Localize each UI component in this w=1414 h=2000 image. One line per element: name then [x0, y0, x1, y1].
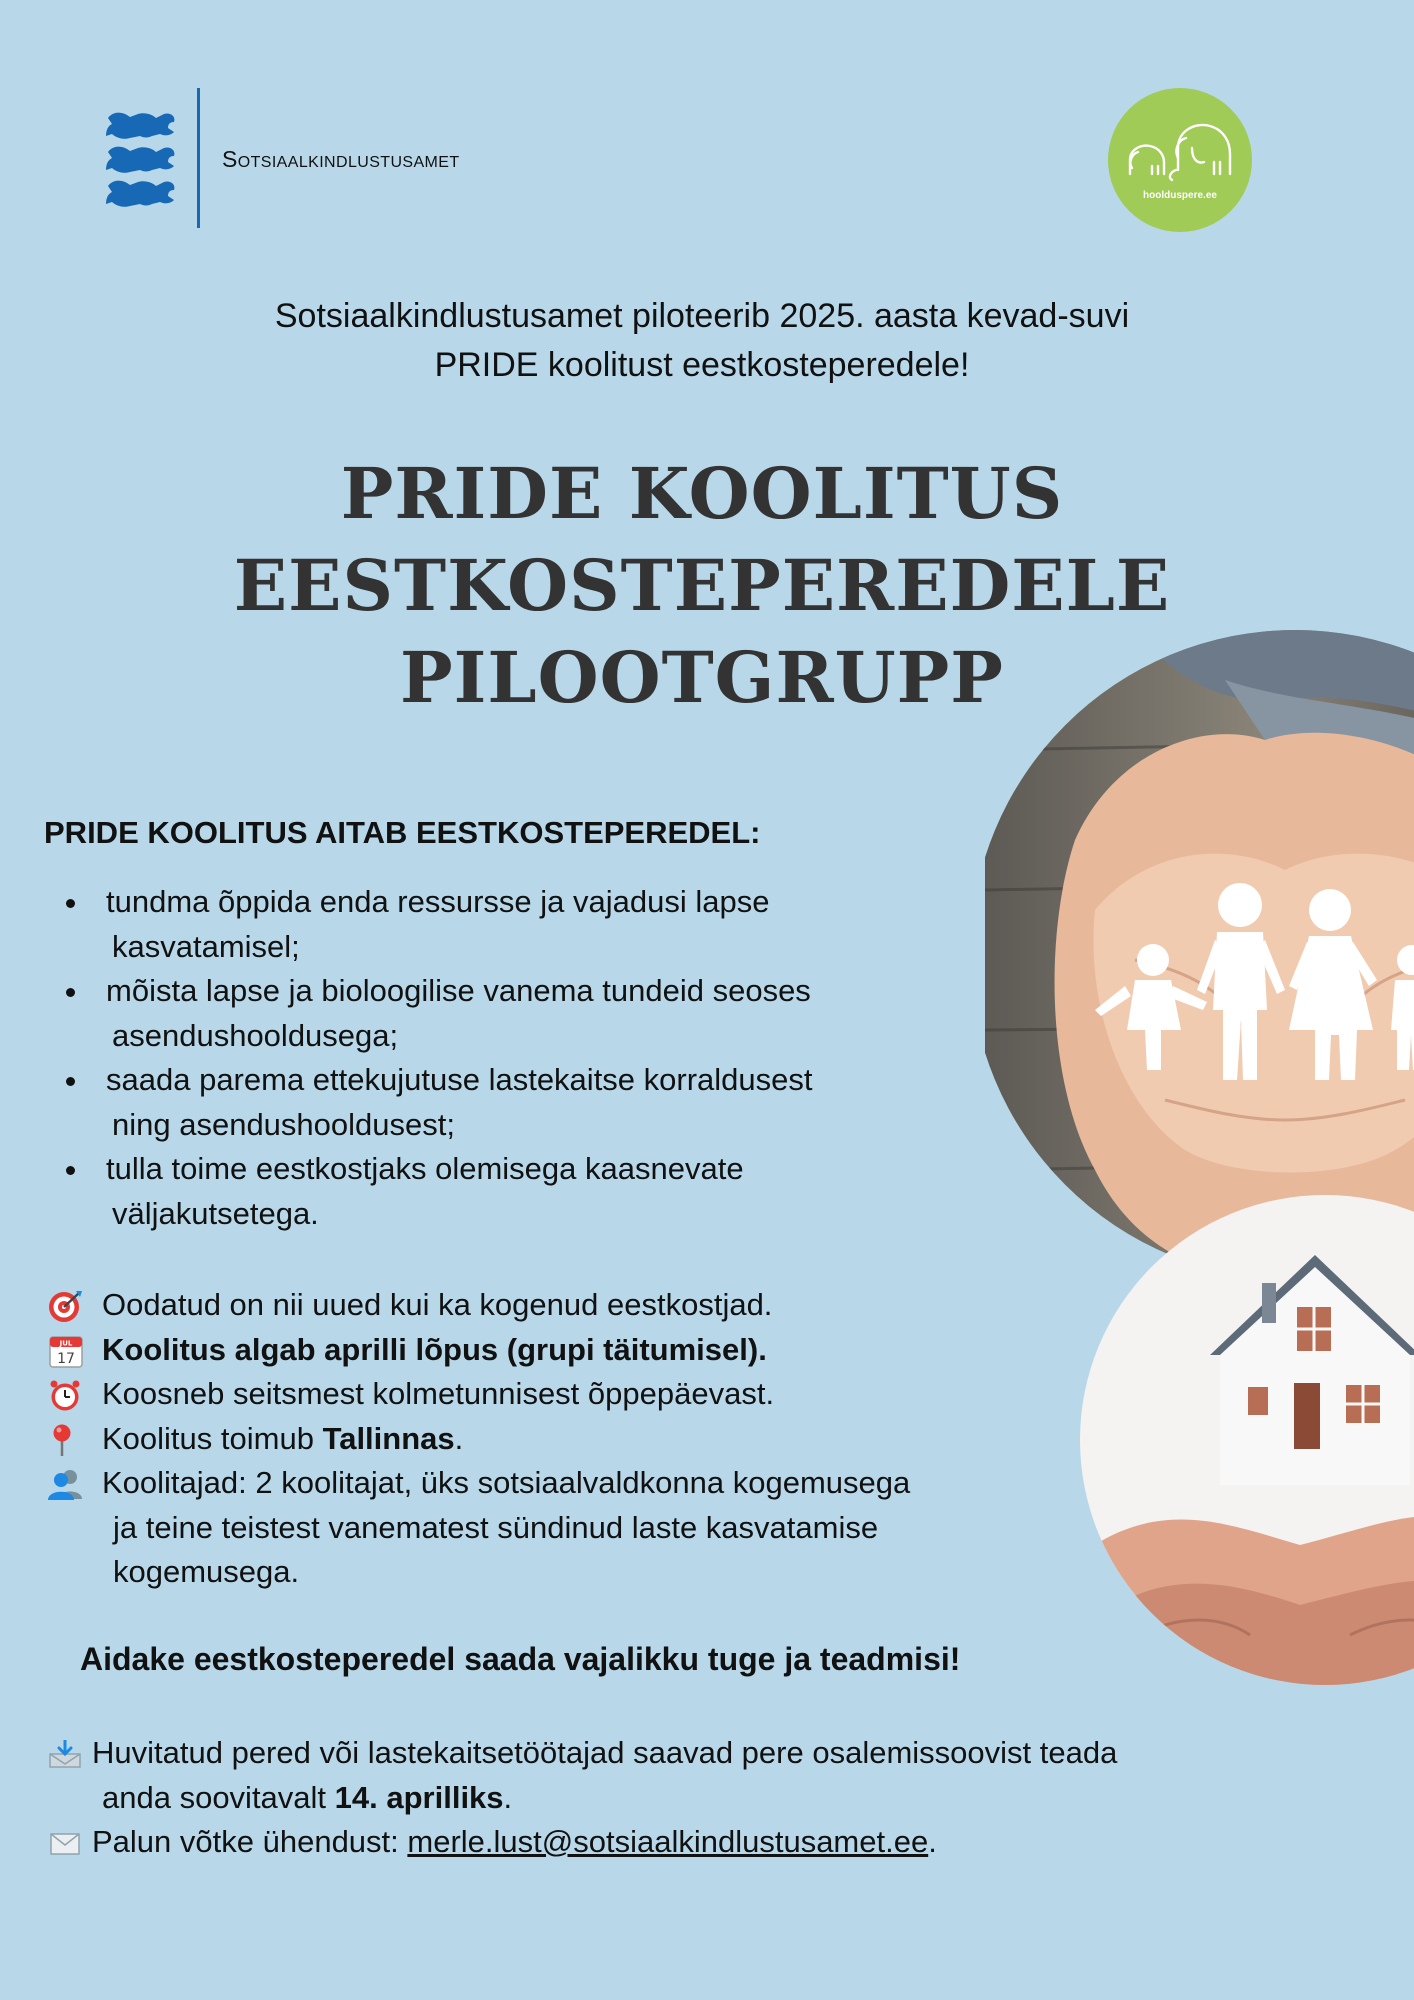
list-item-text: kasvatamisel;	[112, 928, 300, 964]
list-item	[62, 880, 962, 969]
contact-text-part: .	[928, 1824, 937, 1859]
detail-expected-participants	[48, 1283, 1068, 1328]
inbox-download-icon	[48, 1740, 82, 1768]
header-divider	[197, 88, 200, 228]
envelope-icon	[48, 1829, 82, 1857]
call-to-action: Aidake eestkosteperedel saada vajalikku tuge ja teadmisi!	[80, 1641, 961, 1677]
location-city: Tallinnas	[322, 1420, 455, 1456]
title-line: PRIDE KOOLITUS	[340, 452, 1064, 535]
hands-holding-house-photo	[1080, 1195, 1414, 1685]
list-item	[62, 1147, 962, 1236]
intro-text	[0, 292, 1404, 390]
list-item-text: tulla toime eestkostjaks olemisega kaasnevate	[106, 1151, 744, 1186]
contact-email-link[interactable]: merle.lust@sotsiaalkindlustusamet.ee	[407, 1824, 929, 1859]
benefits-list	[62, 880, 962, 1236]
registration-info	[48, 1731, 1117, 1820]
lion-shape	[106, 113, 174, 139]
detail-text: Oodatud on nii uued kui ka kogenud eestkostjad.	[102, 1287, 773, 1322]
target-icon	[48, 1289, 84, 1323]
registration-text-part: .	[503, 1779, 513, 1815]
detail-text: ja teine teistest vanematest sündinud laste kasvatamise	[113, 1509, 879, 1545]
course-details	[48, 1283, 1068, 1595]
estonian-coat-of-arms-logo	[104, 108, 178, 210]
people-icon	[48, 1467, 84, 1501]
title-line: PILOOTGRUPP	[400, 636, 1004, 719]
list-item-text: väljakutsetega.	[112, 1195, 319, 1231]
list-item-text: ning asendushooldusest;	[112, 1106, 455, 1142]
list-item-text: tundma õppida enda ressursse ja vajadusi lapse	[106, 884, 770, 919]
intro-line: Sotsiaalkindlustusamet piloteerib 2025. aasta kevad-suvi	[274, 297, 1130, 335]
agency-name: Sotsiaalkindlustusamet	[222, 146, 460, 172]
benefits-heading: PRIDE KOOLITUS AITAB EESTKOSTEPEREDEL:	[44, 815, 761, 850]
list-item	[62, 969, 962, 1058]
intro-line: PRIDE koolitust eestkosteperedele!	[434, 346, 970, 384]
detail-text: Koolitus algab aprilli lõpus (grupi täitumisel).	[102, 1331, 767, 1367]
title-line: EESTKOSTEPEREDELE	[233, 544, 1171, 627]
hands-holding-paper-family-photo	[985, 630, 1414, 1280]
detail-text: Koolitajad: 2 koolitajat, üks sotsiaalvaldkonna kogemusega	[102, 1465, 911, 1500]
calendar-day: 17	[57, 1350, 75, 1367]
list-item-text: saada parema ettekujutuse lastekaitse korraldusest	[106, 1062, 813, 1097]
detail-start-date	[48, 1328, 1068, 1373]
registration-text: Huvitatud pered või lastekaitsetöötajad saavad pere osalemissoovist teada	[92, 1735, 1118, 1770]
detail-duration	[48, 1372, 1068, 1417]
detail-text-part: Koolitus toimub	[102, 1420, 323, 1456]
map-pin-icon	[48, 1423, 84, 1457]
contact-section	[48, 1731, 1117, 1865]
detail-text	[102, 1417, 1068, 1462]
alarm-clock-icon	[48, 1378, 84, 1412]
detail-text: kogemusega.	[113, 1554, 300, 1589]
detail-trainers	[48, 1461, 1068, 1595]
contact-text	[92, 1820, 1117, 1865]
contact-text-part: Palun võtke ühendust:	[92, 1824, 408, 1859]
detail-text: Koosneb seitsmest kolmetunnisest õppepäevast.	[102, 1376, 775, 1411]
list-item-text: mõista lapse ja bioloogilise vanema tundeid seoses	[106, 973, 811, 1008]
detail-text-part: .	[454, 1420, 464, 1456]
registration-text	[92, 1776, 1117, 1821]
contact-email-row	[48, 1820, 1117, 1865]
registration-text-part: anda soovitavalt	[102, 1779, 335, 1815]
detail-location	[48, 1417, 1068, 1462]
list-item-text: asendushooldusega;	[112, 1017, 399, 1053]
hoolduspere-logo	[1108, 88, 1252, 232]
list-item	[62, 1058, 962, 1147]
registration-deadline: 14. aprilliks	[334, 1779, 504, 1815]
partner-logo-text: hoolduspere.ee	[1143, 190, 1217, 201]
calendar-icon	[48, 1334, 84, 1368]
calendar-month: JUL	[59, 1339, 73, 1347]
